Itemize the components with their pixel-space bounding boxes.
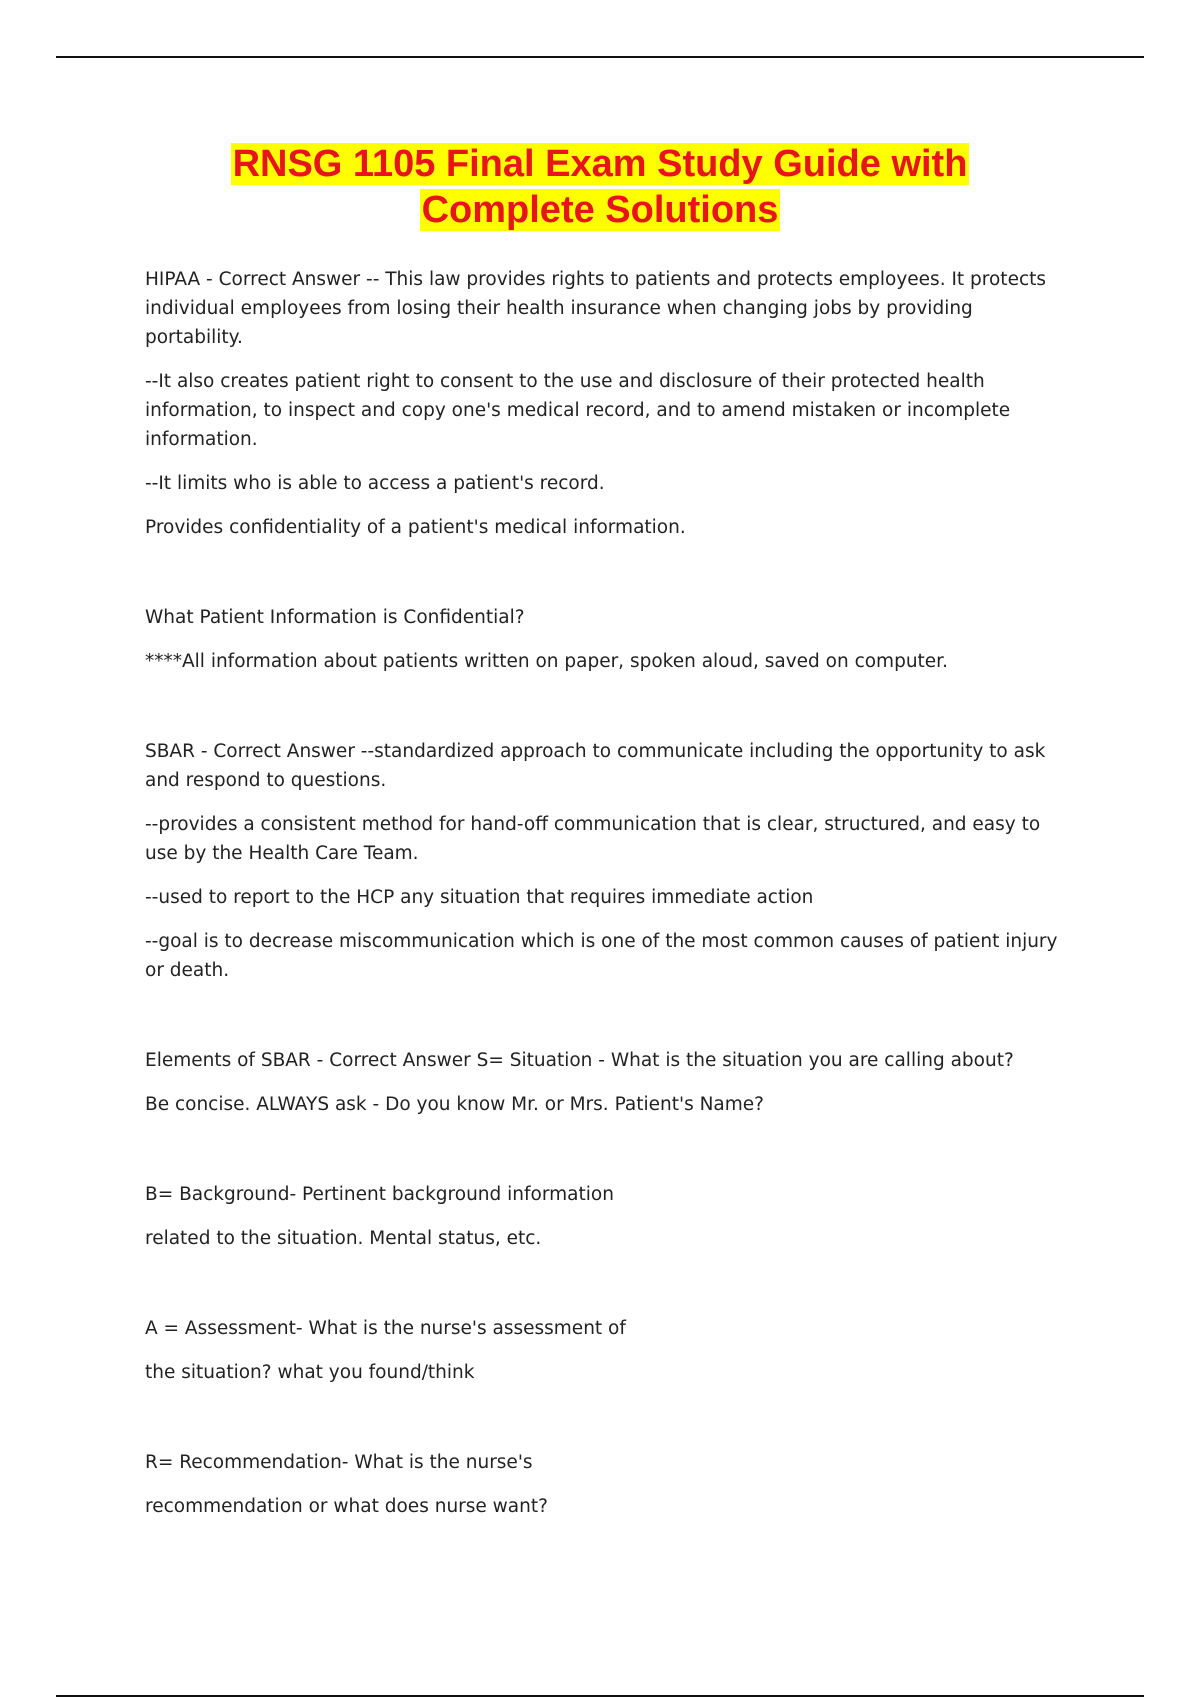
section-gap bbox=[145, 691, 1065, 737]
sbar-assessment-detail: the situation? what you found/think bbox=[145, 1362, 475, 1383]
top-rule bbox=[56, 56, 1144, 58]
section-gap bbox=[145, 1134, 1065, 1180]
document-title-line1: RNSG 1105 Final Exam Study Guide with bbox=[232, 143, 968, 185]
sbar-assessment: A = Assessment- What is the nurse's assessment of bbox=[145, 1318, 626, 1339]
sbar-recommendation: R= Recommendation- What is the nurse's bbox=[145, 1452, 533, 1473]
hipaa-confidentiality-note: Provides confidentiality of a patient's medical information. bbox=[145, 517, 686, 538]
document-body bbox=[145, 265, 1065, 1536]
document-title-line2: Complete Solutions bbox=[421, 189, 779, 231]
confidential-info-question: What Patient Information is Confidential? bbox=[145, 607, 525, 628]
sbar-definition: SBAR - Correct Answer --standardized approach to communicate including the opportunity to ask and respond to questions. bbox=[145, 741, 1046, 791]
document-title bbox=[0, 141, 1200, 233]
sbar-report-note: --used to report to the HCP any situation that requires immediate action bbox=[145, 887, 814, 908]
hipaa-definition: HIPAA - Correct Answer -- This law provides rights to patients and protects employees. It protects individual employees from losing their health insurance when changing jobs by providing portability. bbox=[145, 269, 1047, 348]
section-gap bbox=[145, 1402, 1065, 1448]
section-gap bbox=[145, 1000, 1065, 1046]
section-gap bbox=[145, 557, 1065, 603]
sbar-background-detail: related to the situation. Mental status, etc. bbox=[145, 1228, 542, 1249]
sbar-recommendation-detail: recommendation or what does nurse want? bbox=[145, 1496, 548, 1517]
hipaa-access-note: --It limits who is able to access a patient's record. bbox=[145, 473, 605, 494]
confidential-info-answer: ****All information about patients written on paper, spoken aloud, saved on computer. bbox=[145, 651, 948, 672]
hipaa-consent-note: --It also creates patient right to consent to the use and disclosure of their protected health information, to inspect and copy one's medical record, and to amend mistaken or incomplete information. bbox=[145, 371, 1011, 450]
bottom-rule bbox=[56, 1695, 1144, 1697]
sbar-situation-detail: Be concise. ALWAYS ask - Do you know Mr. or Mrs. Patient's Name? bbox=[145, 1094, 764, 1115]
sbar-situation: Elements of SBAR - Correct Answer S= Situation - What is the situation you are calling about? bbox=[145, 1050, 1014, 1071]
sbar-handoff-note: --provides a consistent method for hand-off communication that is clear, structured, and easy to use by the Health Care Team. bbox=[145, 814, 1041, 864]
section-gap bbox=[145, 1268, 1065, 1314]
sbar-background: B= Background- Pertinent background information bbox=[145, 1184, 614, 1205]
sbar-goal-note: --goal is to decrease miscommunication which is one of the most common causes of patient injury or death. bbox=[145, 931, 1058, 981]
